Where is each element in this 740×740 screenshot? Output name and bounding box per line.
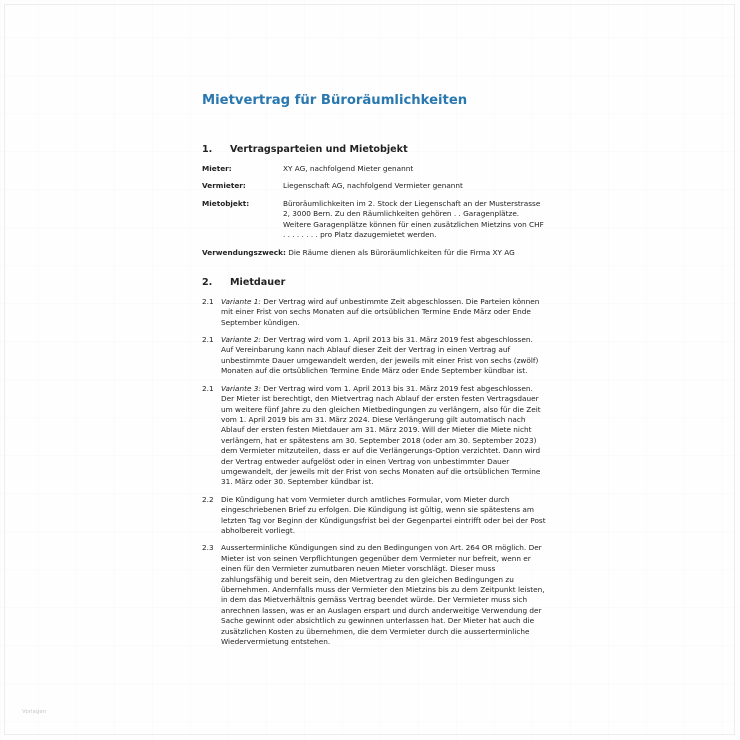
party-row-landlord [202,181,547,191]
usage-label: Verwendungszweck: [202,248,286,258]
row-value: Liegenschaft AG, nachfolgend Vermieter genannt [283,181,463,191]
clause-text: Ausserterminliche Kündigungen sind zu den Bedingungen von Art. 264 OR möglich. Der Mieter ist von seinen Verpflichtungen gegenüber dem Vermieter nur befreit, wenn er einen für den Vermieter zumutbaren neuen Mieter vorschlägt. Dieser muss zahlungsfähig und bereit sein, den Mietvertrag zu den gleichen Bedingungen zu übernehmen. Andernfalls muss der Vermieter den Mietzins bis zu dem Zeitpunkt leisten, in dem das Mietverhältnis gemäss Vertrag beendet würde. Der Vermieter muss sich anrechnen lassen, was er an Auslagen erspart und durch anderweitige Verwendung der Sache gewinnt oder absichtlich zu gewinnen unterlassen hat. Der Mieter hat auch die zusätzlichen Kosten zu übernehmen, die dem Vermieter durch die ausserterminliche Wiedervermietung entstehen. [221,543,545,647]
clause-2-1-variant-1 [202,297,547,328]
row-value: XY AG, nachfolgend Mieter genannt [283,164,414,173]
row-label: Vermieter: [202,181,246,191]
clause-text: Variante 3: Der Vertrag wird vom 1. April 2013 bis 31. März 2019 fest abgeschlossen. Der Mieter ist berechtigt, den Mietvertrag nach Ablauf der ersten festen Vertragsdauer um weitere fünf Jahre zu den gleichen Mietbedingungen zu verlängern, also für die Zeit vom 1. April 2019 bis am 31. März 2024. Diese Verlängerung gilt automatisch nach Ablauf der ersten festen Mietdauer am 31. März 2019. Will der Mieter die Miete nicht verlängern, hat er spätestens am 30. September 2018 (oder am 30. September 2023) dem Vermieter mitzuteilen, dass er auf die Verlängerungs-Option verzichtet. Dann wird der Vertrag entweder aufgelöst oder in einen Vertrag von unbestimmter Dauer umgewandelt, der jeweils mit der Frist von sechs Monaten auf die ortsüblichen Termine 31. März oder 30. September kündbar ist. [221,383,541,487]
row-label: Mietobjekt: [202,198,250,208]
document-content [202,92,547,647]
clause-number: 2.3 [202,543,214,553]
variant-label: Variante 3: [221,383,261,393]
party-row-tenant [202,164,547,174]
clause-number: 2.2 [202,494,214,504]
clause-2-2 [202,495,547,537]
section-title: Vertragsparteien und Mietobjekt [230,144,408,155]
clause-number: 2.1 [202,383,214,393]
party-row-object [202,199,547,241]
row-label: Mieter: [202,164,232,173]
section-2-heading [202,276,547,289]
clause-number: 2.1 [202,335,214,345]
clause-2-1-variant-2 [202,335,547,377]
document-title: Mietvertrag für Büroräumlichkeiten [202,93,468,108]
clause-2-3 [202,543,547,647]
clause-text: Variante 1: Der Vertrag wird auf unbestimmte Zeit abgeschlossen. Die Parteien können mit einer Frist von sechs Monaten auf die ortsüblichen Termine Ende März oder Ende September kündigen. [221,296,540,327]
section-1-heading [202,143,547,156]
variant-label: Variante 2: [221,335,261,345]
watermark-text: Vorlagen [22,709,47,715]
clause-text: Variante 2: Der Vertrag wird vom 1. April 2013 bis 31. März 2019 fest abgeschlossen. Auf Vereinbarung kann nach Ablauf dieser Zeit der Vertrag in einen Vertrag auf unbestimmte Dauer umgewandelt werden, der jeweils mit einer Frist von sechs (zwölf) Monaten auf die ortsüblichen Termine Ende März oder Ende September kündbar ist. [221,335,539,376]
section-number: 1. [202,144,213,155]
section-number: 2. [202,276,213,288]
variant-label: Variante 1: [221,296,261,306]
section-title: Mietdauer [230,276,286,288]
row-value: Büroräumlichkeiten im 2. Stock der Liegenschaft an der Musterstrasse 2, 3000 Bern. Zu den Räumlichkeiten gehören . . Garagenplätze. Weitere Garagenplätze können für einen zusätzlichen Mietzins von CHF . . . . . . . . pro Platz dazugemietet werden. [283,198,544,240]
clause-2-1-variant-3 [202,384,547,488]
usage-row [202,248,547,258]
usage-value: Die Räume dienen als Büroräumlichkeiten für die Firma XY AG [285,248,515,258]
clause-number: 2.1 [202,296,214,306]
clause-text: Die Kündigung hat vom Vermieter durch amtliches Formular, vom Mieter durch eingeschriebenen Brief zu erfolgen. Die Kündigung ist gültig, wenn sie spätestens am letzten Tag vor Beginn der Kündigungsfrist bei der Gegenpartei eintrifft oder bei der Post abholbereit vorliegt. [221,494,546,535]
